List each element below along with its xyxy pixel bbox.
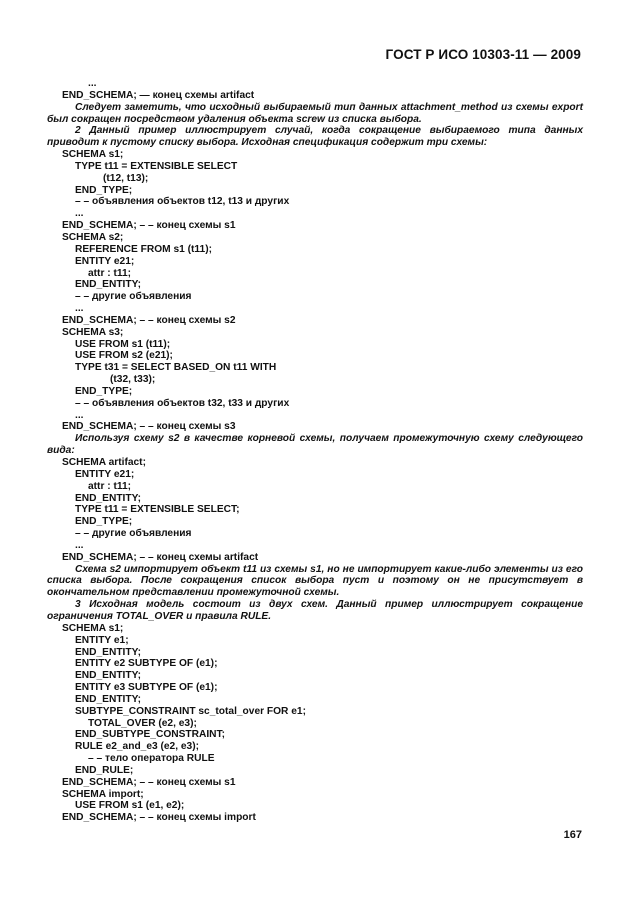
code-line: USE FROM s1 (e1, e2); [75, 800, 185, 812]
code-line: ... [75, 208, 84, 220]
code-line: SCHEMA s1; [62, 622, 124, 634]
code-line: END_SCHEMA; – – конец схемы artifact [62, 551, 259, 563]
paragraph: Используя схему s2 в качестве корневой схемы, получаем промежуточную схему следующего вида: [47, 433, 583, 457]
code-line: END_SUBTYPE_CONSTRAINT; [75, 729, 226, 741]
code-line: attr : t11; [88, 480, 132, 492]
code-line: SUBTYPE_CONSTRAINT sc_total_over FOR e1; [75, 705, 306, 717]
paragraph: Схема s2 импортирует объект t11 из схемы s1, но не импортирует какие-либо элементы из его списка выбора. После сокращения список выбора пуст и поэтому он не присутствует в окончательном представлении промежуточной схемы. [47, 563, 583, 599]
code-line: END_ENTITY; [75, 693, 142, 705]
code-line: ENTITY e1; [75, 634, 129, 646]
code-line: SCHEMA s2; [62, 231, 124, 243]
code-line: ... [75, 303, 84, 315]
code-line: END_SCHEMA; – – конец схемы import [62, 812, 256, 824]
code-line: ENTITY e21; [75, 468, 135, 480]
code-line: END_ENTITY; [75, 492, 142, 504]
code-line: END_SCHEMA; – – конец схемы s3 [62, 421, 236, 433]
code-line: ... [75, 539, 84, 551]
code-line: attr : t11; [88, 267, 132, 279]
code-line: – – объявления объектов t32, t33 и других [75, 397, 290, 409]
code-line: (t32, t33); [110, 374, 156, 386]
code-line: END_TYPE; [75, 516, 133, 528]
code-line: – – объявления объектов t12, t13 и других [75, 196, 290, 208]
code-line: END_TYPE; [75, 385, 133, 397]
code-line: USE FROM s1 (t11); [75, 338, 171, 350]
paragraph: Следует заметить, что исходный выбираемый тип данных attachment_method из схемы export был сокращен посредством удаления объекта screw из списка выбора. [47, 101, 583, 125]
code-line: END_SCHEMA; – – конец схемы s1 [62, 776, 236, 788]
standard-header: ГОСТ Р ИСО 10303-11 — 2009 [385, 47, 581, 62]
code-line: END_SCHEMA; — конец схемы artifact [62, 89, 255, 101]
code-line: ENTITY e21; [75, 255, 135, 267]
code-line: (t12, t13); [103, 172, 149, 184]
code-line: – – тело оператора RULE [88, 753, 215, 765]
code-line: TYPE t11 = EXTENSIBLE SELECT; [75, 504, 240, 516]
code-line: END_TYPE; [75, 184, 133, 196]
code-line: END_ENTITY; [75, 279, 142, 291]
paragraph: 2 Данный пример иллюстрирует случай, когда сокращение выбираемого типа данных приводит к пустому списку выбора. Исходная спецификация содержит три схемы: [47, 125, 583, 149]
code-line: – – другие объявления [75, 291, 192, 303]
code-line: END_RULE; [75, 764, 134, 776]
code-line: END_SCHEMA; – – конец схемы s1 [62, 220, 236, 232]
code-line: ENTITY e2 SUBTYPE OF (e1); [75, 658, 218, 670]
code-line: TOTAL_OVER (e2, e3); [88, 717, 197, 729]
document-body [47, 78, 583, 824]
code-line: ... [88, 78, 97, 89]
code-line: REFERENCE FROM s1 (t11); [75, 243, 212, 255]
code-line: USE FROM s2 (e21); [75, 350, 173, 362]
code-line: SCHEMA s3; [62, 326, 124, 338]
code-line: ... [75, 409, 84, 421]
code-line: TYPE t31 = SELECT BASED_ON t11 WITH [75, 362, 277, 374]
page-number: 167 [563, 829, 582, 841]
code-line: SCHEMA s1; [62, 149, 124, 161]
code-line: END_SCHEMA; – – конец схемы s2 [62, 314, 236, 326]
code-line: END_ENTITY; [75, 670, 142, 682]
code-line: SCHEMA import; [62, 788, 144, 800]
paragraph: 3 Исходная модель состоит из двух схем. Данный пример иллюстрирует сокращение ограничения TOTAL_OVER и правила RULE. [47, 599, 583, 622]
code-line: SCHEMA artifact; [62, 457, 146, 468]
code-line: END_ENTITY; [75, 646, 142, 658]
code-line: – – другие объявления [75, 528, 192, 540]
code-line: RULE e2_and_e3 (e2, e3); [75, 741, 200, 753]
code-line: ENTITY e3 SUBTYPE OF (e1); [75, 682, 218, 694]
code-line: TYPE t11 = EXTENSIBLE SELECT [75, 160, 238, 172]
